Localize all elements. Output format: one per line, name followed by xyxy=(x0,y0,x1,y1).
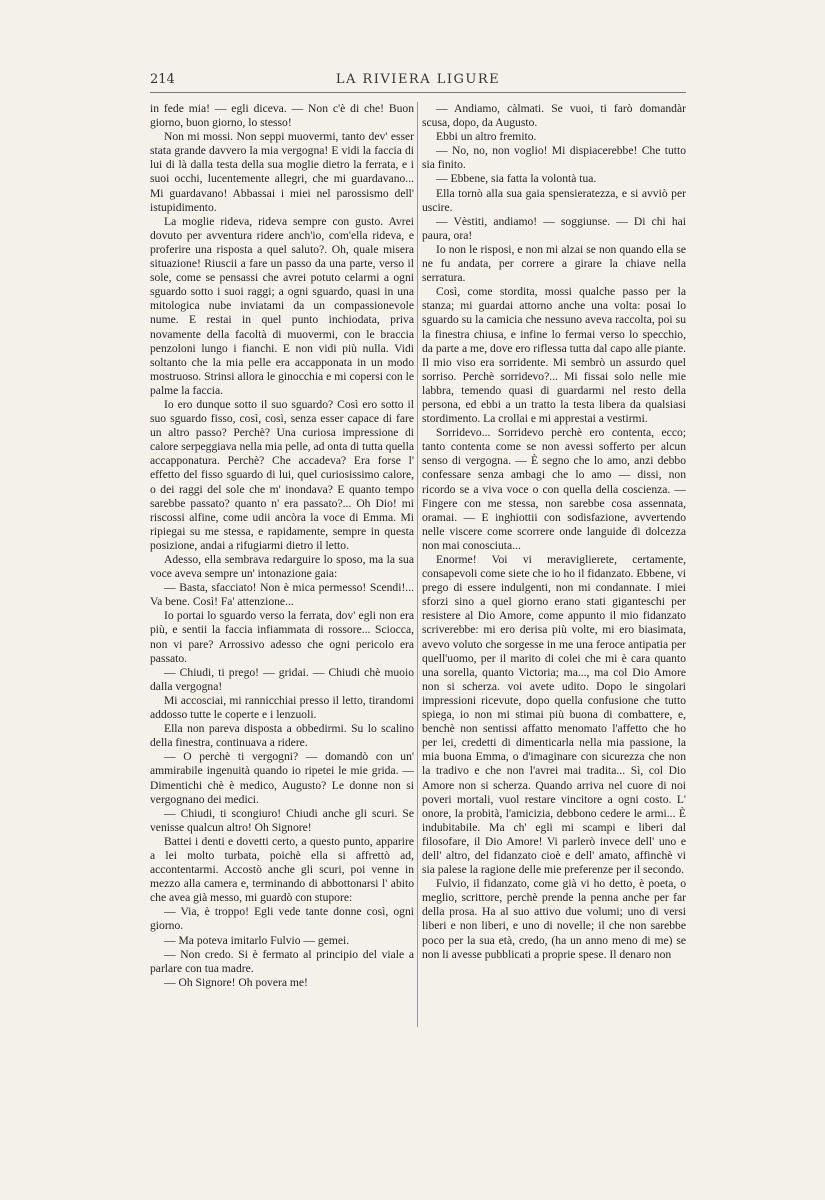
left-column xyxy=(150,102,414,1102)
paragraph: — No, no, non voglio! Mi dispiacerebbe! Che tutto sia finito. xyxy=(422,144,686,172)
paragraph: Io ero dunque sotto il suo sguardo? Così ero sotto il suo sguardo fisso, così, così, senza esser capace di fare un altro passo? Perchè? Una curiosa impressione di calore serpeggiava nella mia pelle, ad onta di tutta quella accapponatura. Perchè? Che accadeva? Era forse l' effetto del fisso sguardo di lui, quel curiosissimo calore, o dei raggi del sole che m' inondava? E quanto tempo sarebbe passato? quanto n' era passato?... Oh Dio! mi riscossi alfine, come udii ancòra la voce di Emma. Mi ripiegai su me stessa, e rapidamente, sempre in questa posizione, andai a rifugiarmi dietro il letto. xyxy=(150,397,414,552)
paragraph: — Basta, sfacciato! Non è mica permesso! Scendi!... Va bene. Così! Fa' attenzione... xyxy=(150,581,414,609)
paragraph: Io non le risposi, e non mi alzai se non quando ella se ne fu andata, per correre a girare la chiave nella serratura. xyxy=(422,242,686,285)
right-column xyxy=(422,102,686,1102)
running-title: LA RIVIERA LIGURE xyxy=(335,72,501,87)
paragraph: — Andiamo, càlmati. Se vuoi, ti farò domandàr scusa, dopo, da Augusto. xyxy=(422,102,686,130)
paragraph: Ebbi un altro fremito. xyxy=(436,130,537,144)
paragraph: Battei i denti e dovetti certo, a questo punto, apparire a lei molto turbata, poichè ella si affrettò ad, accontentarmi. Accostò anche gli scuri, poi venne in mezzo alla camera e, terminando di abbottonarsi l' abito che avea già messo, mi guardò con stupore: xyxy=(150,834,414,905)
paragraph: — Chiudi, ti prego! — gridai. — Chiudi chè muoio dalla vergogna! xyxy=(150,665,414,693)
paragraph: Così, come stordita, mossi qualche passo per la stanza; mi guardai attorno anche una volta: posai lo sguardo su la camicia che nessuno aveva raccolta, poi su la finestra chiusa, e infine lo fermai verso lo specchio, da parte a me, dove ero riflessa tutta dal capo alle piante. Il mio viso era sorridente. Mi sembrò un assurdo quel sorriso. Perchè sorridevo?... Mi fissai solo nelle mie labbra, temendo quasi di guardarmi nel resto della persona, ed ebbi a un tratto la testa libera da qualsiasi stordimento. La crollai e mi apprestai a vestirmi. xyxy=(422,285,686,426)
paragraph: in fede mia! — egli diceva. — Non c'è di che! Buon giorno, buon giorno, lo stesso! xyxy=(150,102,414,130)
column-divider xyxy=(417,102,418,1027)
paragraph: — Chiudi, ti scongiuro! Chiudi anche gli scuri. Se venisse qualcun altro! Oh Signore! xyxy=(150,806,414,834)
paragraph: La moglie rideva, rideva sempre con gusto. Avrei dovuto per avventura ridere anch'io, com'ella rideva, e proferire una risposta a quel saluto?. Oh, quale misera situazione! Riuscii a fare un passo da una parte, verso il sole, come se pensassi che avrei potuto celarmi a ogni sguardo sotto i suoi raggi; a ogni sguardo, quasi in una mitologica nube inviatami da un compassionevole nume. E restai in quel punto inchiodata, priva novamente della facoltà di muovermi, con le braccia penzoloni lungo i fianchi. E non vidi più nulla. Vidi soltanto che la mia pelle era accapponata in un modo mostruoso. Strinsi allora le ginocchia e mi copersi con le palme la faccia. xyxy=(150,214,414,397)
paragraph: — Ma poteva imitarlo Fulvio — gemei. xyxy=(164,933,350,947)
header-rule xyxy=(150,92,686,93)
paragraph: Fulvio, il fidanzato, come già vi ho detto, è poeta, o meglio, scrittore, perchè prende la penna anche per far della prosa. Ha al suo attivo due volumi; uno di versi liberi e non liberi, e uno di novelle; il che non sarebbe poco per la sua età, credo, (ha un anno meno di me) se non li avesse pubblicati a proprie spese. Il denaro non xyxy=(422,877,686,961)
paragraph: — Via, è troppo! Egli vede tante donne così, ogni giorno. xyxy=(150,905,414,933)
paragraph: — Vèstiti, andiamo! — soggiunse. — Di chi hai paura, ora! xyxy=(422,214,686,242)
paragraph: Ella non pareva disposta a obbedirmi. Su lo scalino della finestra, continuava a ridere. xyxy=(150,722,414,750)
paragraph: Non mi mossi. Non seppi muovermi, tanto dev' esser stata grande davvero la mia vergogna! E vidi la faccia di lui di là dalla testa della sua moglie dietro la ferrata, e i suoi occhi, lucentemente allegri, che mi guardavano... Mi guardavano! Abbassai i miei nel parossismo dell' istupidimento. xyxy=(150,130,414,214)
paragraph: Ella tornò alla sua gaia spensieratezza, e si avviò per uscire. xyxy=(422,186,686,214)
page-header xyxy=(150,72,686,92)
paragraph: Adesso, ella sembrava redarguire lo sposo, ma la sua voce aveva sempre un' intonazione gaia: xyxy=(150,553,414,581)
paragraph: — Ebbene, sia fatta la volontà tua. xyxy=(436,172,597,186)
paragraph: Mi accosciai, mi rannicchiai presso il letto, tirandomi addosso tutte le coperte e i lenzuoli. xyxy=(150,693,414,722)
paragraph: — O perchè ti vergogni? — domandò con un' ammirabile ingenuità quando io ripetei le mie grida. — Dimentichi chè è medico, Augusto? Le donne non si vergognano dei medici. xyxy=(150,750,414,806)
paragraph: — Oh Signore! Oh povera me! xyxy=(164,975,308,989)
paragraph: Io portai lo sguardo verso la ferrata, dov' egli non era più, e sentii la faccia infiammata di rossore... Sciocca, non vi pare? Arrossivo adesso che ogni pericolo era passato. xyxy=(150,609,414,665)
paragraph: — Non credo. Si è fermato al principio del viale a parlare con tua madre. xyxy=(150,947,414,975)
paragraph: Sorridevo... Sorridevo perchè ero contenta, ecco; tanto contenta come se non avessi sofferto per alcun senso di vergogna. — È segno che lo amo, anzi debbo confessare senza ambagi che lo amo — dissi, non ricordo se a viva voce o con quella della coscienza. — Fingere con me stessa, non sarebbe cosa assennata, oramai. — E inghiottii con sodisfazione, avvertendo nelle viscere come scorrere onde languide di dolcezza non mai conosciuta... xyxy=(422,426,686,552)
page-number: 214 xyxy=(150,72,175,87)
paragraph: Enorme! Voi vi meraviglierete, certamente, consapevoli come siete che io ho il fidanzato. Ebbene, vi prego di essere indulgenti, non mi condannate. I miei sforzi sino a quel giorno erano stati giganteschi per resistere al Dio Amore, come appunto il mio fidanzato scriverebbe: mi ero derisa più volte, mi ero biasimata, avevo voluto che sorgesse in me una feroce antipatia per quell'uomo, per il marito di colei che mi è cara quanto una sorella, quanto Victoria; ma..., ma col Dio Amore non si scherza. voi avete udito. Dopo le singolari impressioni ricevute, dopo quella confusione che tutto spiega, io non mi stimai più buona di combattere, e, benchè non sentissi affatto menomato l'affetto che ho per lei, credetti di dimenticarla nella mia passione, la mia buona Emma, o d'imaginare con sicurezza che non la tradivo e che non l'avrei mai tradita... Sì, col Dio Amore non si scherza. Quando arriva nel cuore di noi poveri mortali, vuol restare vincitore a ogni costo. L' onore, la probità, l'amicizia, debbono cedere le armi... È indubitabile. Ma ch' egli mi scampi e liberi dal filosofare, il Dio Amore! Vi parlerò invece dell' uno e dell' altro, del fidanzato cioè e dell' amato, affinchè vi sia palese la ragione delle mie preferenze per il secondo. xyxy=(422,553,686,877)
